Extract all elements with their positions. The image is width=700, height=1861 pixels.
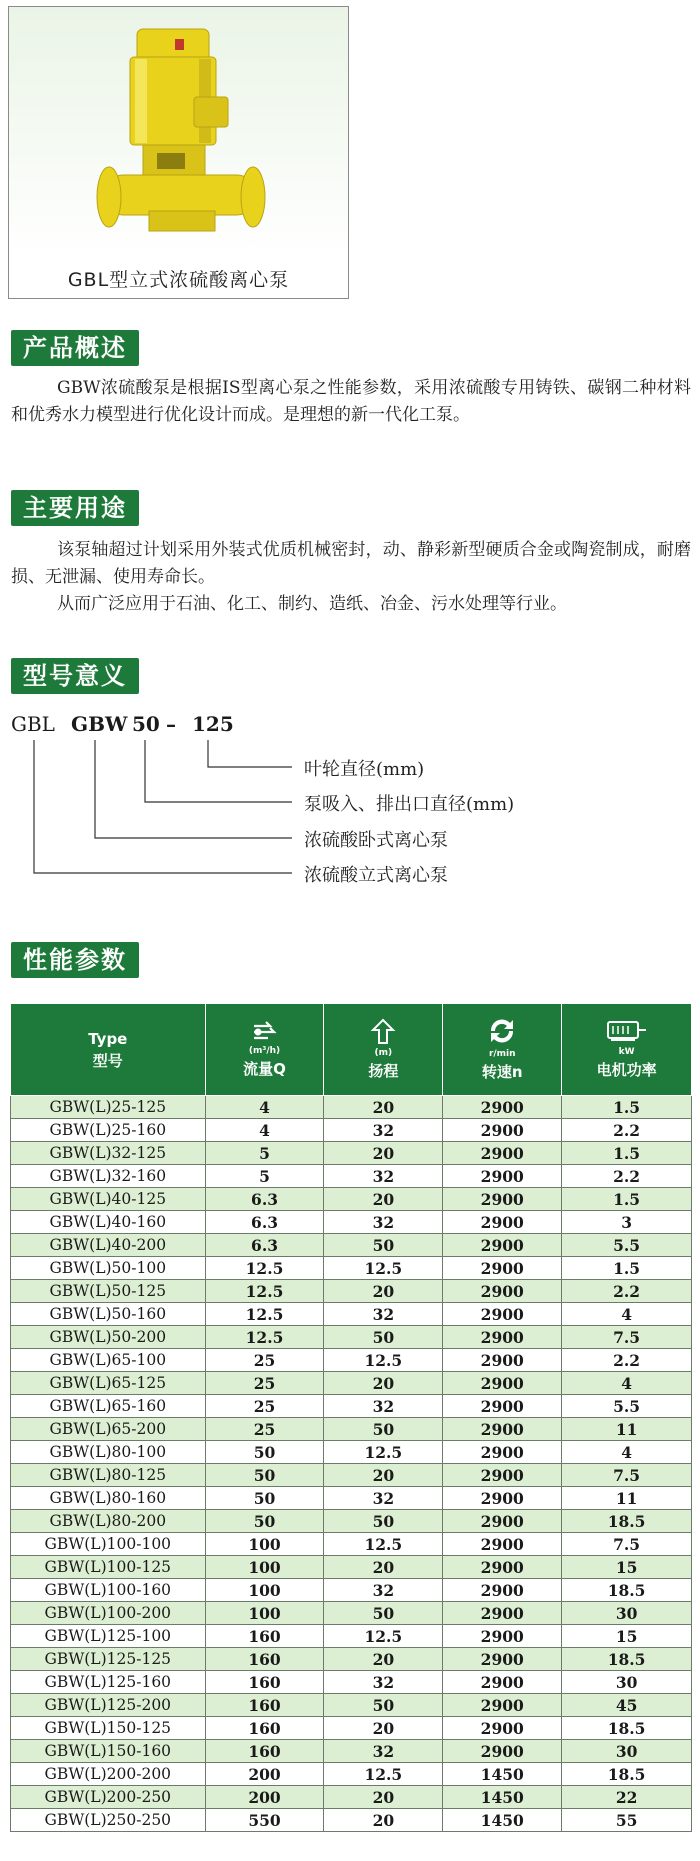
cell-flow: 6.3 — [205, 1188, 324, 1211]
table-row — [11, 1648, 692, 1671]
cell-speed: 2900 — [443, 1464, 562, 1487]
cell-type: GBW(L)200-200 — [11, 1763, 206, 1786]
cell-type: GBW(L)80-100 — [11, 1441, 206, 1464]
head-arrow-icon — [368, 1018, 398, 1044]
motor-icon — [605, 1019, 649, 1043]
cell-speed: 2900 — [443, 1096, 562, 1119]
cell-type: GBW(L)50-125 — [11, 1280, 206, 1303]
cell-type: GBW(L)40-125 — [11, 1188, 206, 1211]
table-row — [11, 1625, 692, 1648]
section-title-usage: 主要用途 — [11, 490, 139, 526]
cell-type: GBW(L)50-100 — [11, 1257, 206, 1280]
cell-head: 20 — [324, 1464, 443, 1487]
cell-flow: 100 — [205, 1556, 324, 1579]
cell-flow: 160 — [205, 1671, 324, 1694]
model-label-port: 泵吸入、排出口直径(mm) — [304, 794, 515, 815]
header-speed-label: 转速n — [481, 1063, 523, 1081]
cell-power: 15 — [562, 1625, 692, 1648]
table-row — [11, 1418, 692, 1441]
table-row — [11, 1280, 692, 1303]
cell-head: 12.5 — [324, 1763, 443, 1786]
cell-type: GBW(L)200-250 — [11, 1786, 206, 1809]
cell-type: GBW(L)50-160 — [11, 1303, 206, 1326]
cell-speed: 2900 — [443, 1717, 562, 1740]
cell-type: GBW(L)125-100 — [11, 1625, 206, 1648]
flow-icon — [250, 1020, 280, 1042]
cell-flow: 6.3 — [205, 1211, 324, 1234]
product-caption: GBL型立式浓硫酸离心泵 — [67, 269, 290, 291]
table-row — [11, 1809, 692, 1832]
cell-flow: 50 — [205, 1487, 324, 1510]
cell-speed: 2900 — [443, 1326, 562, 1349]
cell-speed: 2900 — [443, 1372, 562, 1395]
cell-head: 20 — [324, 1096, 443, 1119]
table-row — [11, 1510, 692, 1533]
table-row — [11, 1188, 692, 1211]
cell-flow: 12.5 — [205, 1326, 324, 1349]
cell-flow: 5 — [205, 1142, 324, 1165]
table-row — [11, 1579, 692, 1602]
cell-power: 11 — [562, 1487, 692, 1510]
header-power-unit: kW — [618, 1047, 635, 1057]
cell-head: 12.5 — [324, 1625, 443, 1648]
cell-type: GBW(L)32-125 — [11, 1142, 206, 1165]
table-row — [11, 1717, 692, 1740]
performance-table — [10, 1003, 692, 1832]
cell-flow: 100 — [205, 1579, 324, 1602]
cell-power: 30 — [562, 1671, 692, 1694]
table-row — [11, 1326, 692, 1349]
product-image-box — [8, 6, 349, 299]
header-flow — [205, 1004, 324, 1096]
section-title-overview: 产品概述 — [11, 330, 139, 366]
usage-paragraph-2 — [11, 591, 691, 618]
header-power — [562, 1004, 692, 1096]
cell-head: 32 — [324, 1395, 443, 1418]
header-head — [324, 1004, 443, 1096]
cell-head: 50 — [324, 1326, 443, 1349]
cell-flow: 100 — [205, 1533, 324, 1556]
cell-head: 32 — [324, 1119, 443, 1142]
cell-flow: 550 — [205, 1809, 324, 1832]
cell-type: GBW(L)65-100 — [11, 1349, 206, 1372]
cell-head: 20 — [324, 1372, 443, 1395]
table-body — [11, 1096, 692, 1832]
cell-speed: 2900 — [443, 1280, 562, 1303]
table-row — [11, 1556, 692, 1579]
table-row — [11, 1694, 692, 1717]
cell-head: 50 — [324, 1418, 443, 1441]
cell-type: GBW(L)250-250 — [11, 1809, 206, 1832]
cell-type: GBW(L)125-160 — [11, 1671, 206, 1694]
cell-type: GBW(L)100-100 — [11, 1533, 206, 1556]
header-type-cn: 型号 — [92, 1052, 123, 1070]
cell-type: GBW(L)65-125 — [11, 1372, 206, 1395]
cell-head: 32 — [324, 1165, 443, 1188]
cell-speed: 2900 — [443, 1257, 562, 1280]
cell-type: GBW(L)150-160 — [11, 1740, 206, 1763]
cell-head: 32 — [324, 1740, 443, 1763]
header-flow-unit: (m³/h) — [248, 1046, 281, 1056]
cell-speed: 2900 — [443, 1234, 562, 1257]
model-label-impeller: 叶轮直径(mm) — [304, 759, 425, 780]
cell-power: 18.5 — [562, 1648, 692, 1671]
cell-power: 45 — [562, 1694, 692, 1717]
cell-head: 20 — [324, 1786, 443, 1809]
cell-power: 1.5 — [562, 1188, 692, 1211]
cell-speed: 2900 — [443, 1349, 562, 1372]
cell-speed: 2900 — [443, 1211, 562, 1234]
cell-head: 12.5 — [324, 1533, 443, 1556]
table-row — [11, 1234, 692, 1257]
model-code-size: 50 — [132, 712, 160, 736]
cell-head: 32 — [324, 1303, 443, 1326]
cell-speed: 2900 — [443, 1119, 562, 1142]
cell-head: 50 — [324, 1694, 443, 1717]
cell-type: GBW(L)40-200 — [11, 1234, 206, 1257]
table-row — [11, 1533, 692, 1556]
cell-power: 2.2 — [562, 1349, 692, 1372]
cell-power: 4 — [562, 1441, 692, 1464]
overview-paragraph — [11, 375, 691, 429]
table-row — [11, 1119, 692, 1142]
table-row — [11, 1602, 692, 1625]
cell-power: 18.5 — [562, 1717, 692, 1740]
cell-power: 4 — [562, 1372, 692, 1395]
model-label-vertical: 浓硫酸立式离心泵 — [304, 865, 448, 886]
cell-type: GBW(L)80-200 — [11, 1510, 206, 1533]
cell-power: 18.5 — [562, 1579, 692, 1602]
header-type-en: Type — [88, 1030, 128, 1048]
cell-head: 32 — [324, 1487, 443, 1510]
cell-flow: 25 — [205, 1395, 324, 1418]
cell-power: 1.5 — [562, 1142, 692, 1165]
cell-speed: 2900 — [443, 1648, 562, 1671]
table-row — [11, 1211, 692, 1234]
cell-flow: 5 — [205, 1165, 324, 1188]
cell-head: 20 — [324, 1809, 443, 1832]
cell-power: 7.5 — [562, 1464, 692, 1487]
cell-power: 22 — [562, 1786, 692, 1809]
cell-power: 2.2 — [562, 1119, 692, 1142]
model-code-impeller: 125 — [192, 712, 234, 736]
cell-power: 18.5 — [562, 1763, 692, 1786]
table-row — [11, 1464, 692, 1487]
cell-speed: 2900 — [443, 1625, 562, 1648]
cell-speed: 2900 — [443, 1165, 562, 1188]
usage-text-1: 该泵轴超过计划采用外装式优质机械密封，动、静彩新型硬质合金或陶瓷制成，耐磨损、无泄漏、使用寿命长。 — [11, 540, 691, 587]
cell-type: GBW(L)80-125 — [11, 1464, 206, 1487]
cell-flow: 25 — [205, 1349, 324, 1372]
pump-illustration — [9, 7, 350, 300]
cell-flow: 4 — [205, 1096, 324, 1119]
cell-power: 3 — [562, 1211, 692, 1234]
cell-head: 50 — [324, 1234, 443, 1257]
cell-speed: 2900 — [443, 1694, 562, 1717]
cell-speed: 2900 — [443, 1556, 562, 1579]
table-row — [11, 1671, 692, 1694]
cell-head: 20 — [324, 1188, 443, 1211]
header-head-unit: (m) — [374, 1048, 393, 1058]
cell-power: 7.5 — [562, 1533, 692, 1556]
cell-speed: 2900 — [443, 1579, 562, 1602]
model-code-dash: – — [166, 712, 176, 736]
cell-power: 55 — [562, 1809, 692, 1832]
table-header-row — [11, 1004, 692, 1096]
cell-type: GBW(L)25-125 — [11, 1096, 206, 1119]
cell-speed: 2900 — [443, 1740, 562, 1763]
usage-text-2: 从而广泛应用于石油、化工、制约、造纸、冶金、污水处理等行业。 — [57, 594, 567, 614]
cell-power: 18.5 — [562, 1510, 692, 1533]
cell-speed: 2900 — [443, 1510, 562, 1533]
cell-power: 2.2 — [562, 1165, 692, 1188]
cell-power: 5.5 — [562, 1395, 692, 1418]
cell-speed: 2900 — [443, 1303, 562, 1326]
cell-flow: 100 — [205, 1602, 324, 1625]
cell-flow: 160 — [205, 1648, 324, 1671]
header-speed-unit: r/min — [488, 1049, 516, 1059]
usage-paragraph-1 — [11, 537, 691, 591]
cell-flow: 12.5 — [205, 1303, 324, 1326]
model-code-gbw: GBW — [71, 712, 128, 736]
cell-type: GBW(L)100-200 — [11, 1602, 206, 1625]
cell-power: 5.5 — [562, 1234, 692, 1257]
header-head-label: 扬程 — [368, 1062, 399, 1080]
cell-speed: 1450 — [443, 1763, 562, 1786]
cell-head: 32 — [324, 1211, 443, 1234]
cell-flow: 160 — [205, 1694, 324, 1717]
cell-head: 20 — [324, 1717, 443, 1740]
cell-head: 12.5 — [324, 1257, 443, 1280]
cell-power: 11 — [562, 1418, 692, 1441]
cell-head: 50 — [324, 1602, 443, 1625]
cell-power: 7.5 — [562, 1326, 692, 1349]
table-row — [11, 1165, 692, 1188]
cell-speed: 2900 — [443, 1602, 562, 1625]
cell-speed: 2900 — [443, 1142, 562, 1165]
cell-type: GBW(L)50-200 — [11, 1326, 206, 1349]
cell-power: 2.2 — [562, 1280, 692, 1303]
table-row — [11, 1786, 692, 1809]
cell-flow: 160 — [205, 1740, 324, 1763]
cell-flow: 200 — [205, 1786, 324, 1809]
table-row — [11, 1740, 692, 1763]
table-row — [11, 1257, 692, 1280]
cell-type: GBW(L)80-160 — [11, 1487, 206, 1510]
table-row — [11, 1441, 692, 1464]
overview-text: GBW浓硫酸泵是根据IS型离心泵之性能参数，采用浓硫酸专用铸铁、碳钢二种材料和优秀水力模型进行优化设计而成。是理想的新一代化工泵。 — [11, 378, 691, 425]
cell-speed: 1450 — [443, 1786, 562, 1809]
table-row — [11, 1372, 692, 1395]
cell-head: 20 — [324, 1280, 443, 1303]
table-row — [11, 1142, 692, 1165]
table-row — [11, 1763, 692, 1786]
cell-speed: 1450 — [443, 1809, 562, 1832]
cell-head: 20 — [324, 1648, 443, 1671]
cell-flow: 50 — [205, 1441, 324, 1464]
section-title-performance: 性能参数 — [11, 942, 139, 978]
cell-flow: 25 — [205, 1372, 324, 1395]
table-row — [11, 1096, 692, 1119]
section-title-model: 型号意义 — [11, 658, 139, 694]
rotation-icon — [485, 1017, 519, 1045]
cell-flow: 50 — [205, 1510, 324, 1533]
cell-power: 4 — [562, 1303, 692, 1326]
cell-flow: 4 — [205, 1119, 324, 1142]
header-flow-label: 流量Q — [243, 1060, 286, 1078]
cell-flow: 50 — [205, 1464, 324, 1487]
cell-power: 30 — [562, 1740, 692, 1763]
table-row — [11, 1349, 692, 1372]
cell-speed: 2900 — [443, 1671, 562, 1694]
cell-speed: 2900 — [443, 1533, 562, 1556]
cell-speed: 2900 — [443, 1418, 562, 1441]
table-row — [11, 1303, 692, 1326]
cell-head: 20 — [324, 1556, 443, 1579]
cell-type: GBW(L)125-200 — [11, 1694, 206, 1717]
cell-speed: 2900 — [443, 1395, 562, 1418]
cell-flow: 160 — [205, 1717, 324, 1740]
header-type — [11, 1004, 206, 1096]
cell-type: GBW(L)65-160 — [11, 1395, 206, 1418]
cell-power: 1.5 — [562, 1257, 692, 1280]
header-power-label: 电机功率 — [596, 1061, 657, 1079]
cell-type: GBW(L)150-125 — [11, 1717, 206, 1740]
cell-flow: 12.5 — [205, 1280, 324, 1303]
cell-head: 12.5 — [324, 1349, 443, 1372]
cell-flow: 6.3 — [205, 1234, 324, 1257]
cell-flow: 160 — [205, 1625, 324, 1648]
table-row — [11, 1487, 692, 1510]
table-row — [11, 1395, 692, 1418]
cell-power: 30 — [562, 1602, 692, 1625]
cell-head: 32 — [324, 1579, 443, 1602]
cell-flow: 25 — [205, 1418, 324, 1441]
cell-type: GBW(L)100-160 — [11, 1579, 206, 1602]
model-label-horizontal: 浓硫酸卧式离心泵 — [304, 830, 448, 851]
model-diagram — [0, 712, 700, 902]
cell-speed: 2900 — [443, 1487, 562, 1510]
cell-type: GBW(L)125-125 — [11, 1648, 206, 1671]
cell-head: 50 — [324, 1510, 443, 1533]
cell-flow: 200 — [205, 1763, 324, 1786]
cell-head: 12.5 — [324, 1441, 443, 1464]
model-code-gbl: GBL — [11, 712, 55, 736]
cell-type: GBW(L)32-160 — [11, 1165, 206, 1188]
cell-head: 32 — [324, 1671, 443, 1694]
cell-flow: 12.5 — [205, 1257, 324, 1280]
cell-power: 15 — [562, 1556, 692, 1579]
cell-head: 20 — [324, 1142, 443, 1165]
cell-type: GBW(L)100-125 — [11, 1556, 206, 1579]
cell-type: GBW(L)40-160 — [11, 1211, 206, 1234]
header-speed — [443, 1004, 562, 1096]
cell-type: GBW(L)65-200 — [11, 1418, 206, 1441]
cell-speed: 2900 — [443, 1441, 562, 1464]
cell-speed: 2900 — [443, 1188, 562, 1211]
cell-power: 1.5 — [562, 1096, 692, 1119]
cell-type: GBW(L)25-160 — [11, 1119, 206, 1142]
